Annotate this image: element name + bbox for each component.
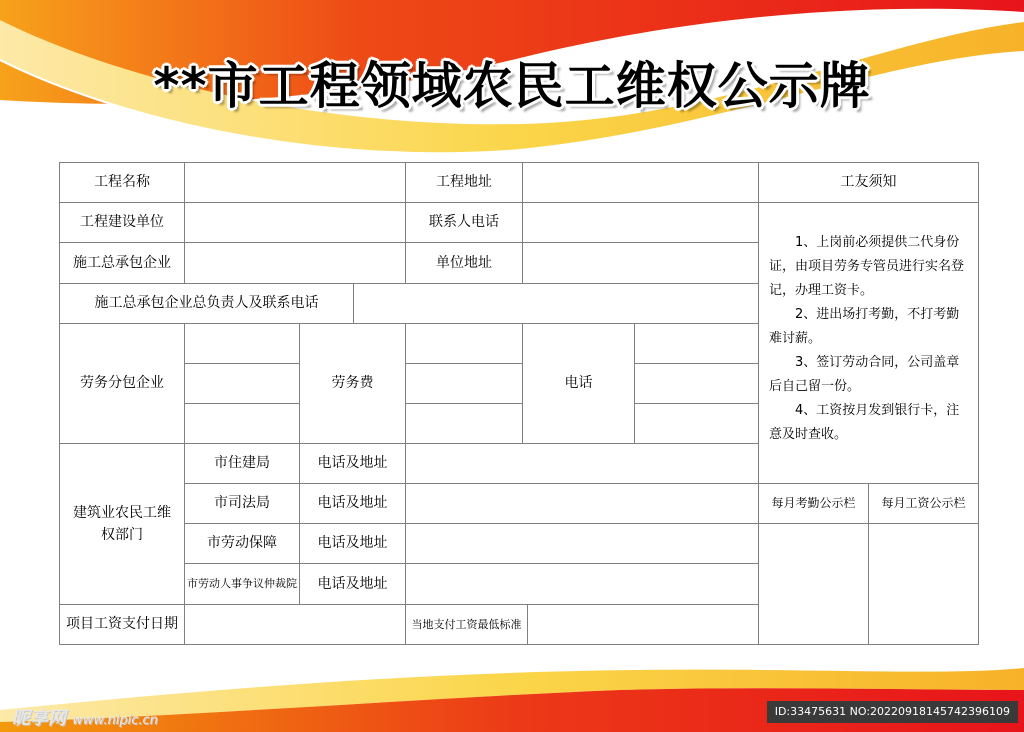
monthly-attendance-label: 每月考勤公示栏 <box>758 483 869 524</box>
unit-address-value <box>522 242 759 284</box>
dept-contact-value-2 <box>405 483 759 524</box>
project-address-value <box>522 162 759 203</box>
project-name-label: 工程名称 <box>59 162 185 203</box>
dept-name-1: 市住建局 <box>184 443 300 484</box>
labor-subcontractor-value-2 <box>184 363 300 404</box>
labor-subcontractor-label: 劳务分包企业 <box>59 323 185 444</box>
local-min-wage-label: 当地支付工资最低标准 <box>405 604 528 645</box>
labor-fee-value-1 <box>405 323 523 364</box>
notice-item-1: 1、上岗前必须提供二代身份证，由项目劳务专管员进行实名登记，办理工资卡。 <box>769 235 965 298</box>
project-address-label: 工程地址 <box>405 162 523 203</box>
phone-value-2 <box>634 363 759 404</box>
dept-contact-label-2: 电话及地址 <box>299 483 406 524</box>
dept-name-3: 市劳动保障 <box>184 523 300 564</box>
watermark-text: 昵享网 <box>12 708 66 729</box>
local-min-wage-value <box>527 604 759 645</box>
general-contractor-value <box>184 242 406 284</box>
wage-pay-date-label: 项目工资支付日期 <box>59 604 185 645</box>
rights-dept-label: 建筑业农民工维权部门 <box>59 443 185 605</box>
wage-pay-date-value <box>184 604 406 645</box>
image-id-badge: ID:33475631 NO:20220918145742396109 <box>767 701 1018 723</box>
labor-fee-label: 劳务费 <box>299 323 406 444</box>
dept-contact-label-3: 电话及地址 <box>299 523 406 564</box>
page-title: **市工程领域农民工维权公示牌 <box>153 57 871 115</box>
labor-subcontractor-value-3 <box>184 403 300 444</box>
unit-address-label: 单位地址 <box>405 242 523 284</box>
general-contractor-label: 施工总承包企业 <box>59 242 185 284</box>
contractor-leader-phone-value <box>353 283 759 324</box>
notice-item-4: 4、工资按月发到银行卡，注意及时查收。 <box>769 403 960 442</box>
labor-subcontractor-value-1 <box>184 323 300 364</box>
project-name-value <box>184 162 406 203</box>
watermark-url: www.nipic.cn <box>72 713 158 728</box>
watermark-logo <box>12 704 158 730</box>
worker-notice-box <box>758 202 979 484</box>
labor-fee-value-3 <box>405 403 523 444</box>
phone-value-3 <box>634 403 759 444</box>
monthly-wage-board <box>868 523 979 645</box>
notice-item-2: 2、进出场打考勤，不打考勤难讨薪。 <box>769 307 960 346</box>
contact-phone-label: 联系人电话 <box>405 202 523 243</box>
construction-unit-label: 工程建设单位 <box>59 202 185 243</box>
dept-contact-value-1 <box>405 443 759 484</box>
construction-unit-value <box>184 202 406 243</box>
phone-value-1 <box>634 323 759 364</box>
labor-fee-value-2 <box>405 363 523 404</box>
dept-contact-value-3 <box>405 523 759 564</box>
monthly-wage-label: 每月工资公示栏 <box>868 483 979 524</box>
contact-phone-value <box>522 202 759 243</box>
dept-contact-label-4: 电话及地址 <box>299 563 406 605</box>
notice-item-3: 3、签订劳动合同，公司盖章后自己留一份。 <box>769 355 960 394</box>
phone-label: 电话 <box>522 323 635 444</box>
contractor-leader-phone-label: 施工总承包企业总负责人及联系电话 <box>59 283 354 324</box>
dept-name-4: 市劳动人事争议仲裁院 <box>184 563 300 605</box>
dept-contact-value-4 <box>405 563 759 605</box>
dept-contact-label-1: 电话及地址 <box>299 443 406 484</box>
monthly-attendance-board <box>758 523 869 645</box>
dept-name-2: 市司法局 <box>184 483 300 524</box>
worker-notice-title: 工友须知 <box>758 162 979 203</box>
